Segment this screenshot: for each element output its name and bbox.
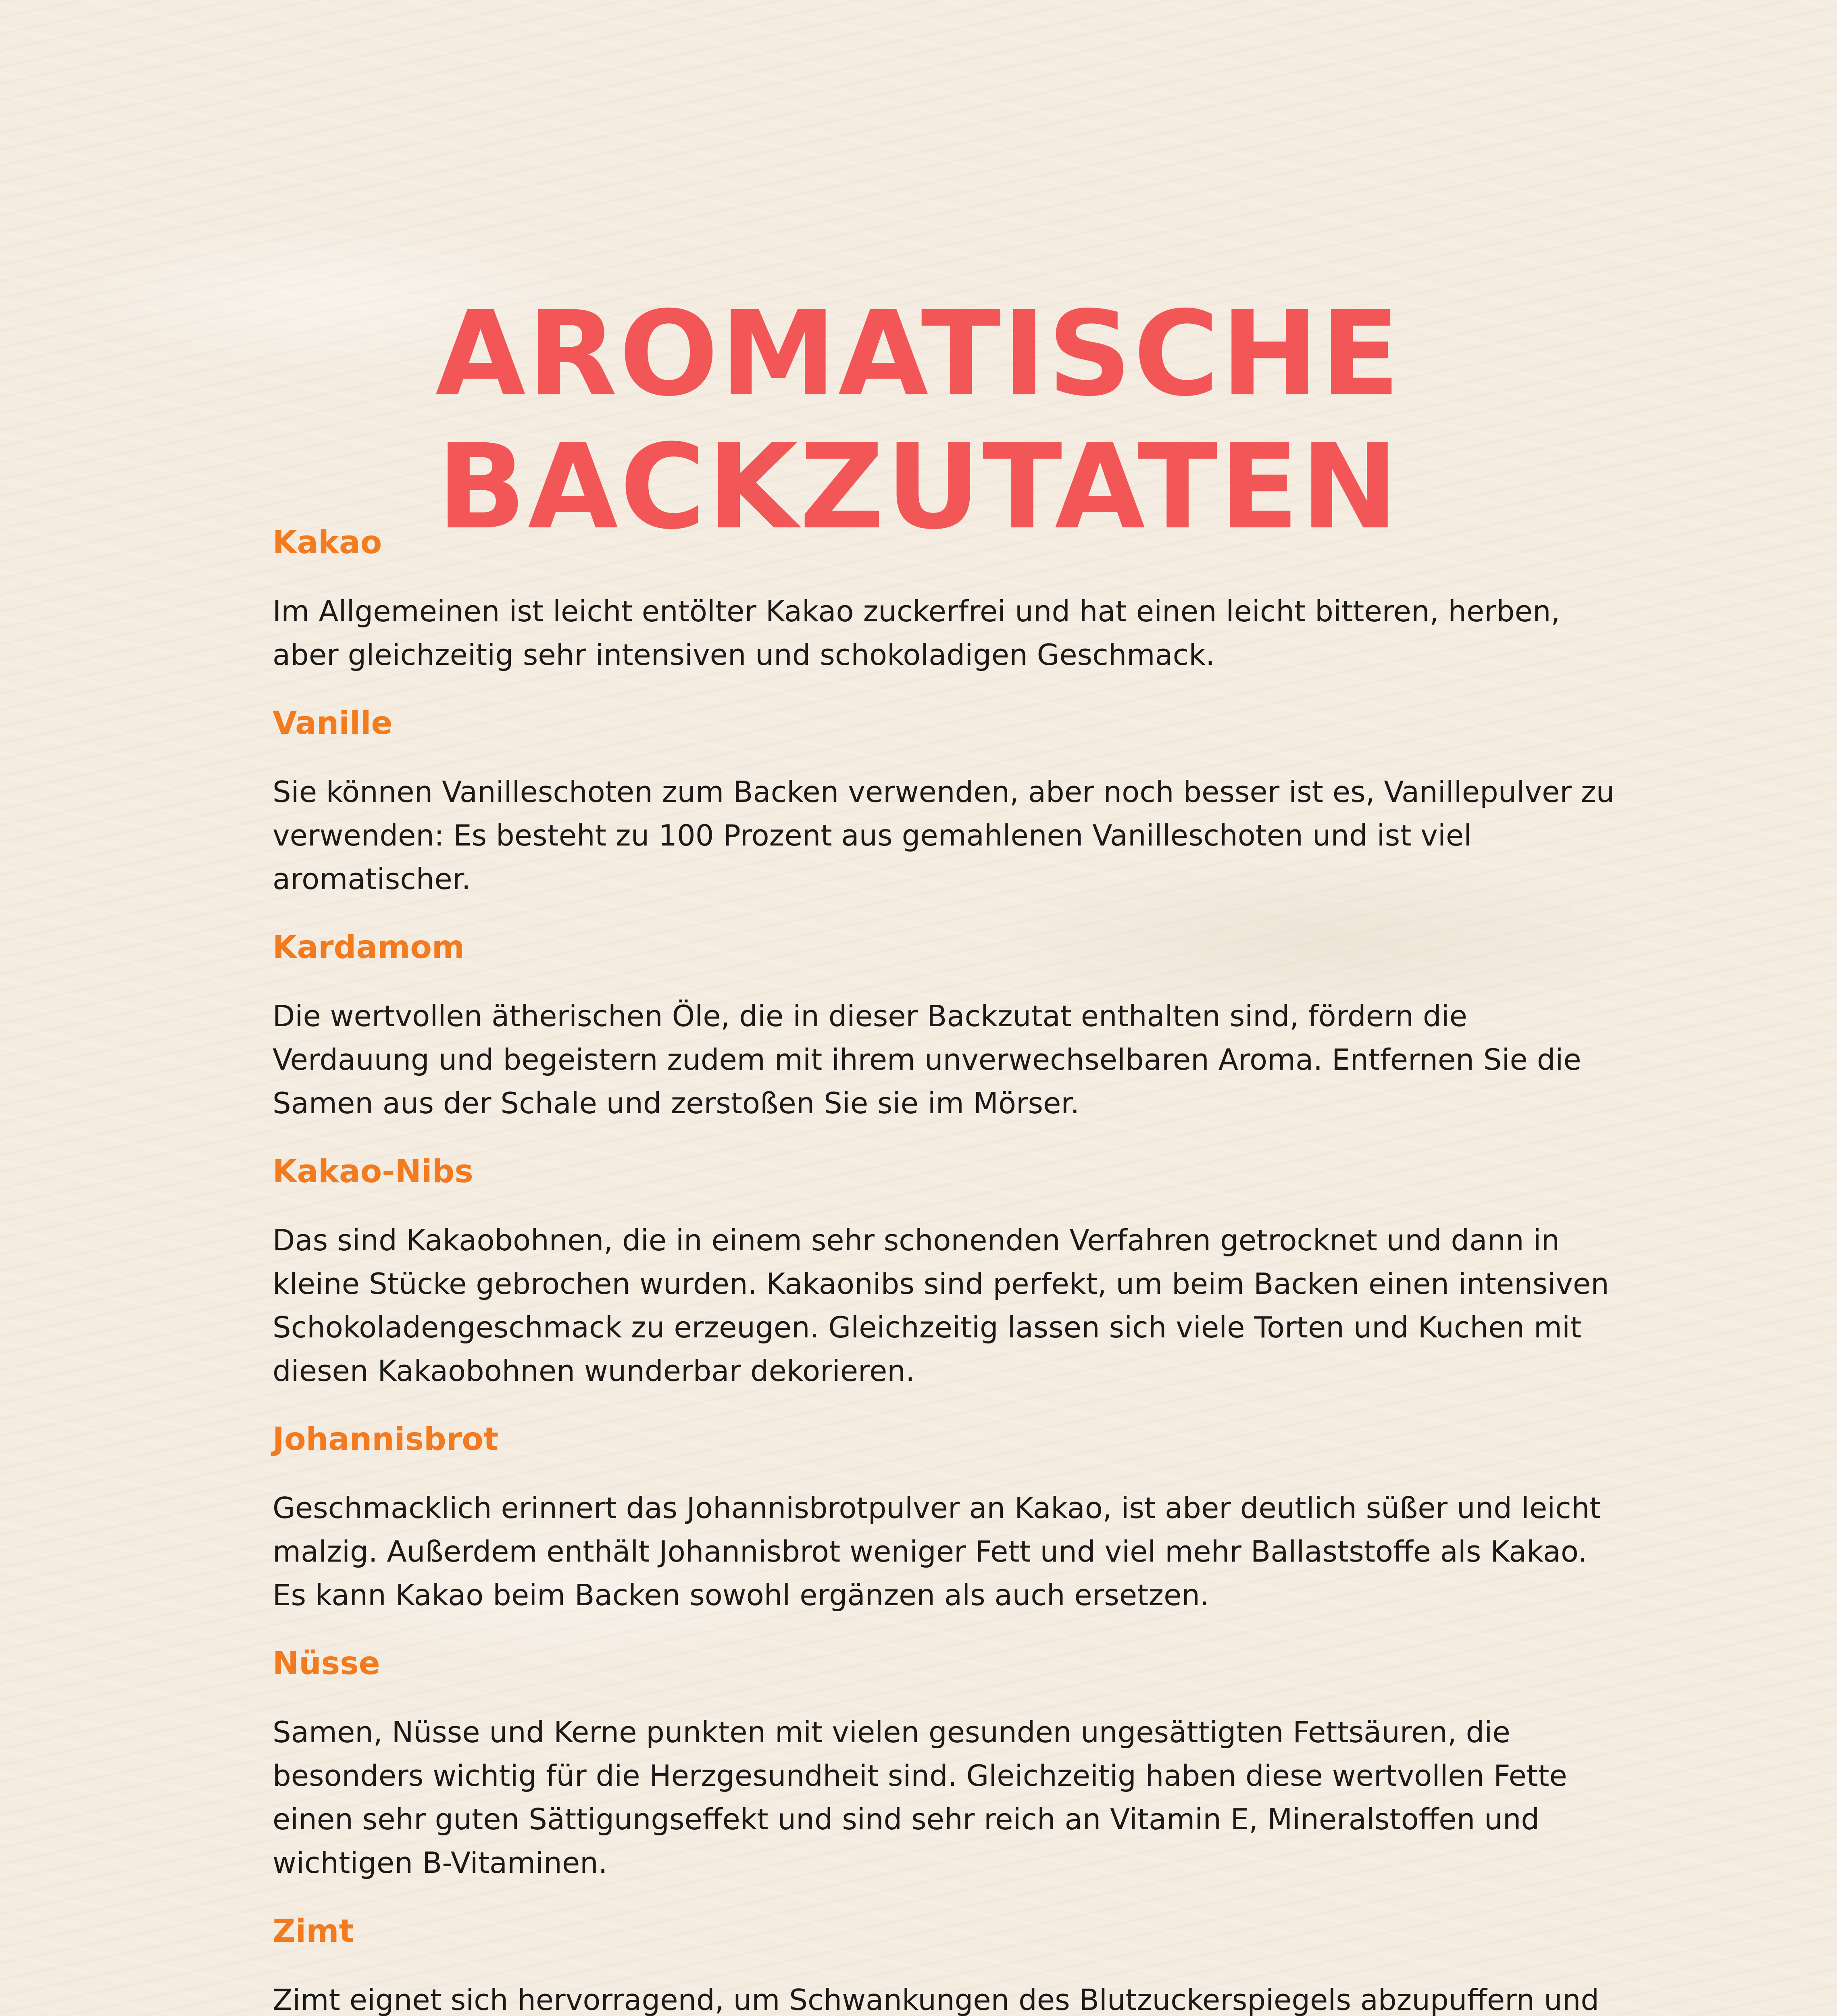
section-paragraph: Die wertvollen ätherischen Öle, die in dieser Backzutat enthalten sind, fördern die Verdauung und begeistern zudem mit ihrem unverwechselbaren Aroma. Entfernen Sie die Samen aus der Schale und zerstoßen Sie sie im Mörser. (273, 999, 1581, 1120)
section-vanille (273, 703, 1627, 901)
section-paragraph: Das sind Kakaobohnen, die in einem sehr schonenden Verfahren getrocknet und dann in kleine Stücke gebrochen wurden. Kakaonibs sind perfekt, um beim Backen einen intensiven Schokoladengeschmack zu erzeugen. Gleichzeitig lassen sich viele Torten und Kuchen mit diesen Kakaobohnen wunderbar dekorieren. (273, 1223, 1609, 1388)
page-title-line-1: AROMATISCHE (435, 286, 1402, 423)
ingredient-list (273, 523, 1627, 2016)
section-heading: Vanille (273, 705, 393, 741)
section-zimt (273, 1911, 1627, 2016)
section-paragraph: Samen, Nüsse und Kerne punkten mit vielen gesunden ungesättigten Fettsäuren, die besonders wichtig für die Herzgesundheit sind. Gleichzeitig haben diese wertvollen Fette einen sehr guten Sättigungseffekt und sind sehr reich an Vitamin E, Mineralstoffen und wichtigen B-Vitaminen. (273, 1715, 1567, 1880)
section-kakao (273, 523, 1627, 677)
section-kardamom (273, 927, 1627, 1125)
section-johannisbrot (273, 1419, 1627, 1617)
section-paragraph: Geschmacklich erinnert das Johannisbrotpulver an Kakao, ist aber deutlich süßer und leicht malzig. Außerdem enthält Johannisbrot weniger Fett und viel mehr Ballaststoffe als Kakao. Es kann Kakao beim Backen sowohl ergänzen als auch ersetzen. (273, 1491, 1601, 1612)
section-kakao-nibs (273, 1152, 1627, 1393)
section-heading: Nüsse (273, 1645, 380, 1682)
section-nuesse (273, 1643, 1627, 1885)
section-paragraph: Sie können Vanilleschoten zum Backen verwenden, aber noch besser ist es, Vanillepulver zu verwenden: Es besteht zu 100 Prozent aus gemahlenen Vanilleschoten und ist viel aromatischer. (273, 775, 1615, 896)
section-heading: Zimt (273, 1913, 354, 1949)
page-title-line-2: BACKZUTATEN (437, 419, 1400, 556)
section-paragraph: Im Allgemeinen ist leicht entölter Kakao zuckerfrei und hat einen leicht bitteren, herben, aber gleichzeitig sehr intensiven und schokoladigen Geschmack. (273, 594, 1560, 672)
page-title (0, 288, 1837, 554)
section-heading: Kardamom (273, 929, 465, 966)
section-paragraph: Zimt eignet sich hervorragend, um Schwankungen des Blutzuckerspiegels abzupuffern und (273, 1983, 1600, 2016)
section-heading: Johannisbrot (273, 1421, 499, 1458)
section-heading: Kakao (273, 525, 382, 561)
section-heading: Kakao-Nibs (273, 1154, 473, 1190)
